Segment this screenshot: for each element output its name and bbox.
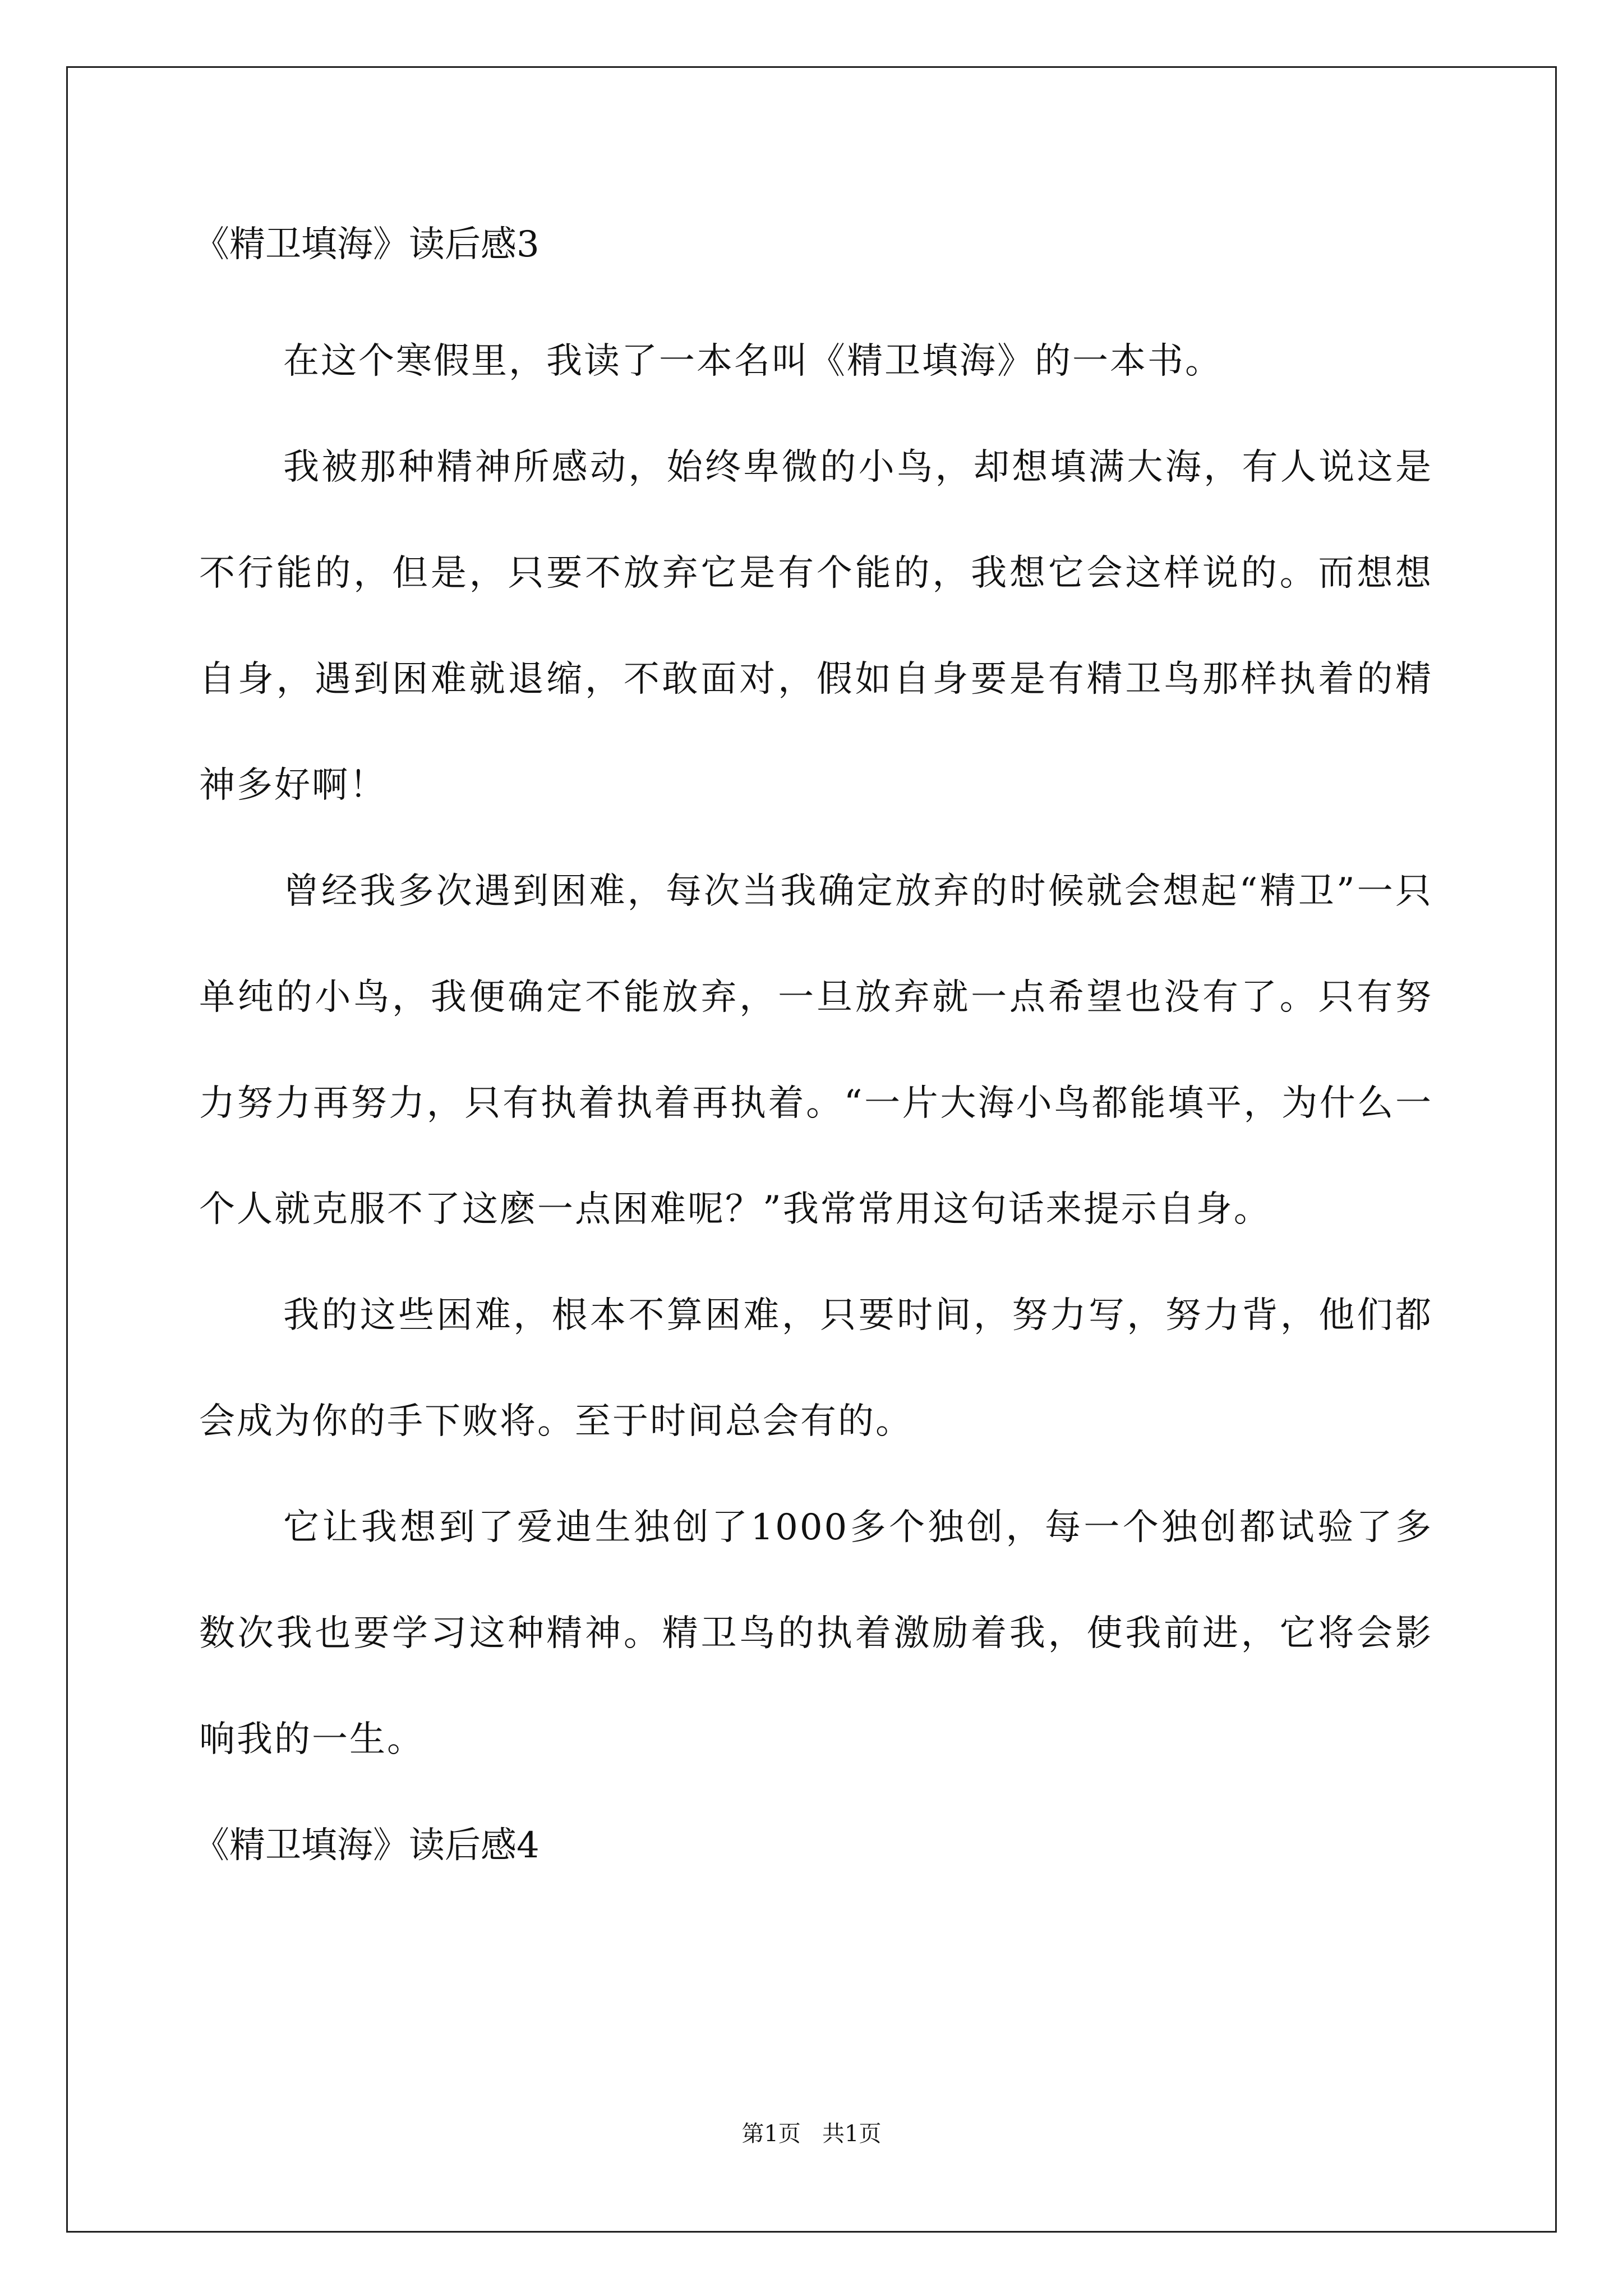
paragraph-2: 我被那种精神所感动，始终卑微的小鸟，却想填满大海，有人说这是不行能的，但是，只要不放弃它是有个能的，我想它会这样说的。而想想自身，遇到困难就退缩，不敢面对，假如自身要是有精卫鸟那样执着的精神多好啊！ (199, 447, 1433, 806)
paragraph-5: 它让我想到了爱迪生独创了1000多个独创，每一个独创都试验了多数次我也要学习这种精神。精卫鸟的执着激励着我，使我前进，它将会影响我的一生。 (199, 1507, 1433, 1760)
paragraph-4: 我的这些困难，根本不算困难，只要时间，努力写，努力背，他们都会成为你的手下败将。至于时间总会有的。 (199, 1295, 1433, 1442)
paragraph-3: 曾经我多次遇到困难，每次当我确定放弃的时候就会想起“精卫”一只单纯的小鸟，我便确定不能放弃，一旦放弃就一点希望也没有了。只有努力努力再努力，只有执着执着再执着。“一片大海小鸟都能填平，为什么一个人就克服不了这麽一点困难呢？”我常常用这句话来提示自身。 (199, 871, 1433, 1230)
paragraph-1: 在这个寒假里，我读了一本名叫《精卫填海》的一本书。 (283, 341, 1223, 382)
section-heading-3: 《精卫填海》读后感3 (193, 224, 540, 265)
document-body (193, 224, 1433, 1866)
section-heading-4: 《精卫填海》读后感4 (193, 1825, 540, 1866)
page-footer: 第1页 共1页 (741, 2121, 882, 2147)
